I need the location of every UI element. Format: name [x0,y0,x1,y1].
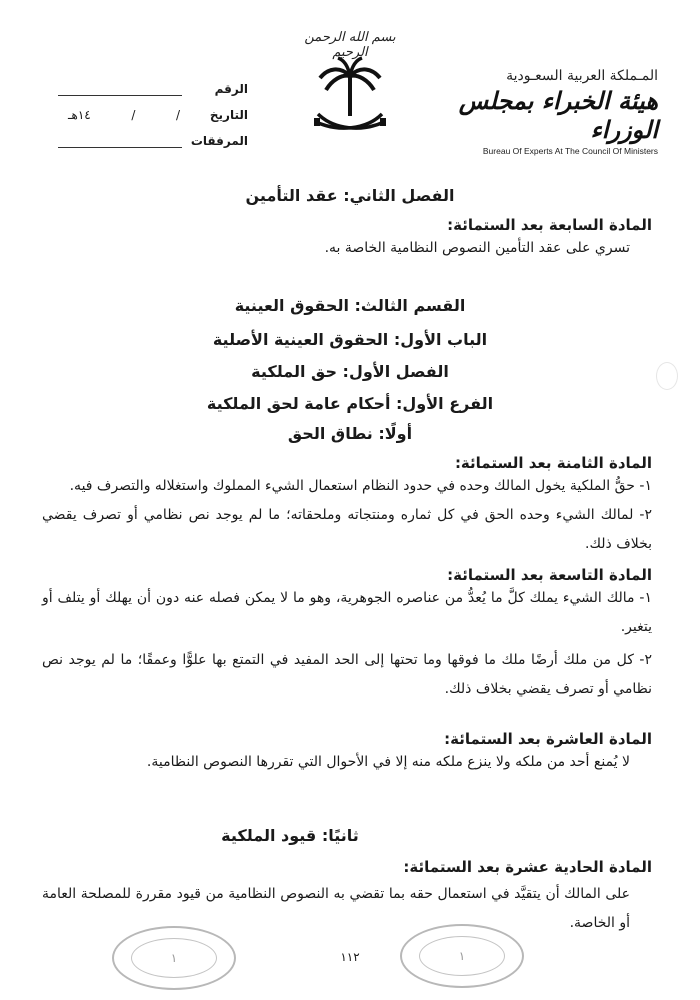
first-subheading: أولًا: نطاق الحق [287,424,413,443]
section-three-heading: القسم الثالث: الحقوق العينية [234,296,466,315]
official-seal-left [112,926,236,990]
organization-letterhead [428,68,658,156]
second-subheading: ثانيًا: قيود الملكية [221,826,359,845]
article-607-title: المادة السابعة بعد الستمائة: [447,216,652,234]
basmala-calligraphy: بسم الله الرحمن الرحيم [304,30,396,60]
chapter-one-heading: الفصل الأول: حق الملكية [251,362,449,381]
ref-number-row [58,70,248,96]
date-row [58,96,248,122]
seal-right-number: ١ [419,936,505,976]
article-611-title: المادة الحادية عشرة بعد الستمائة: [403,858,652,876]
ref-number-label: الرقم [214,82,248,96]
date-label: التاريخ [209,108,248,122]
bureau-name-arabic: هيئة الخبراء بمجلس الوزراء [458,86,658,144]
date-value [58,108,186,122]
article-611-text: على المالك أن يتقيَّد في استعمال حقه بما تقضي به النصوص النظامية من قيود مقررة للمصلحة العامة أو الخاصة. [42,886,630,931]
article-607-text: تسري على عقد التأمين النصوص النظامية الخاصة به. [324,240,630,256]
article-610-title: المادة العاشرة بعد الستمائة: [444,730,652,748]
date-separator-1: / [175,108,180,122]
attachments-line [58,137,182,148]
bureau-name-english: Bureau Of Experts At The Council Of Ministers [482,146,658,156]
official-seal-right [400,924,524,988]
attachments-row [58,122,248,148]
chapter-two-heading: الفصل الثاني: عقد التأمين [245,186,455,205]
date-year-suffix: ١٤هـ [68,108,91,122]
article-609-paragraph-1: ١- مالك الشيء يملك كلَّ ما يُعدُّ من عناصره الجوهرية، وهو ما لا يمكن فصله عنه دون أن يهلك أو يتلف أو يتغير. [42,590,652,635]
ref-number-line [58,85,182,96]
article-608-paragraph-2: ٢- لمالك الشيء وحده الحق في كل ثماره ومنتجاته وملحقاته؛ ما لم يوجد نص نظامي أو تصرف يقضي بخلاف ذلك. [42,507,652,552]
page-number: ١١٢ [340,950,360,964]
part-one-heading: الباب الأول: الحقوق العينية الأصلية [212,330,488,349]
date-separator-2: / [131,108,136,122]
article-609-title: المادة التاسعة بعد الستمائة: [447,566,652,584]
seal-left-number: ١ [131,938,217,978]
article-610-text: لا يُمنع أحد من ملكه ولا ينزع ملكه منه إلا في الأحوال التي تقررها النصوص النظامية. [146,754,630,770]
article-609-paragraph-2: ٢- كل من ملك أرضًا ملك ما فوقها وما تحتها إلى الحد المفيد في التمتع بها علوًّا وعمقًا؛ ما لم يوجد نص نظامي أو تصرف يقضي بخلاف ذلك. [42,652,652,697]
saudi-emblem-icon [312,56,388,138]
branch-one-heading: الفرع الأول: أحكام عامة لحق الملكية [206,394,494,413]
scan-hole-mark [656,362,678,390]
article-608-paragraph-1: ١- حقُّ الملكية يخول المالك وحده في حدود النظام استعمال الشيء المملوك واستغلاله والتصرف فيه. [69,478,652,494]
kingdom-name: المـملكة العربية السعـودية [506,68,658,84]
reference-fields [58,70,248,148]
article-608-title: المادة الثامنة بعد الستمائة: [454,454,652,472]
attachments-label: المرفقات [190,134,248,148]
